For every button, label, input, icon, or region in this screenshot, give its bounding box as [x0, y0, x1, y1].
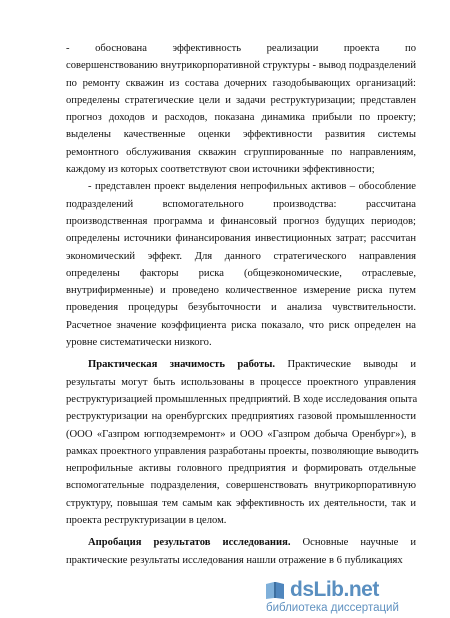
text-line: каждому из которых соответствуют свои источники эффективности; [66, 164, 375, 176]
text-line: непрофильные активы головного предприятия и формировать отдельные [66, 463, 416, 475]
text-line: выделены качественные оценки эффективности развития системы [66, 129, 416, 141]
text-line: вспомогательные подразделения, совершенствовать внутрикорпоративную [66, 480, 416, 492]
text-line: внутрифирменные) и проведено количественное измерение риска путем [66, 285, 416, 297]
text-line: ремонтного обслуживания скважин сгруппированные по направлениям, [66, 146, 416, 158]
document-page [66, 40, 419, 569]
book-icon [264, 579, 286, 601]
text-line: определены источники финансирования инвестиционных затрат; рассчитан [66, 233, 416, 245]
text-line: проекта реструктуризации в целом. [66, 515, 227, 527]
watermark-logo-text: dsLib.net [290, 578, 379, 601]
text-line: результаты могут быть использованы в процессе проектного управления [66, 376, 416, 388]
text-line: уровне систематически низкого. [66, 337, 212, 349]
watermark-logo [264, 577, 379, 603]
text-line-content: Практические выводы и [275, 359, 417, 371]
text-line: Расчетное значение коэффициента риска показало, что риск определен на [66, 319, 416, 331]
text-line: практические результаты исследования нашли отражение в 6 публикациях [66, 554, 403, 566]
text-line [66, 534, 416, 551]
text-line [66, 356, 416, 373]
text-line: (ООО «Газпром югподземремонт» и ООО «Газпром добыча Оренбург»), в [66, 428, 416, 440]
text-line: совершенствованию внутрикорпоративной структуры - вывод подразделений [66, 60, 416, 72]
text-line: - обоснована эффективность реализации проекта по [66, 43, 416, 54]
text-line-content: Основные научные и [290, 537, 417, 549]
text-line: прогноз доходов и расходов, показана динамика прибыли по проекту; [66, 112, 416, 124]
text-line: реструктуризацией промышленных предприятий. В ходе исследования опыта [66, 393, 418, 405]
text-line: экономический эффект. Для данного стратегического направления [66, 250, 416, 262]
text-line: подразделений вспомогательного производства: рассчитана [66, 198, 416, 210]
text-line: рамках проектного управления разработаны проекты, позволяющие выводить [66, 445, 419, 457]
watermark [254, 577, 450, 618]
section-heading: Апробация результатов исследования. [88, 537, 291, 549]
text-line: - представлен проект выделения непрофильных активов – обособление [88, 181, 416, 193]
text-line: определены факторы риска (общеэкономические, отраслевые, [66, 267, 416, 279]
text-line: структуру, повышая тем самым как эффективность их деятельности, так и [66, 497, 416, 509]
text-line: определены стратегические цели и задачи реструктуризации; представлен [66, 94, 416, 106]
text-line: реструктуризации на оренбургских предприятиях газовой промышленности [66, 411, 416, 423]
section-heading: Практическая значимость работы. [88, 359, 276, 371]
watermark-subtitle: библиотека диссертаций [266, 602, 399, 614]
text-line: проведения процедуры безубыточности и анализа чувствительности. [66, 302, 416, 314]
text-line: производственная программа и финансовый прогноз будущих периодов; [66, 215, 416, 227]
text-line: по ремонту скважин из состава дочерних газодобывающих организаций: [66, 77, 416, 89]
